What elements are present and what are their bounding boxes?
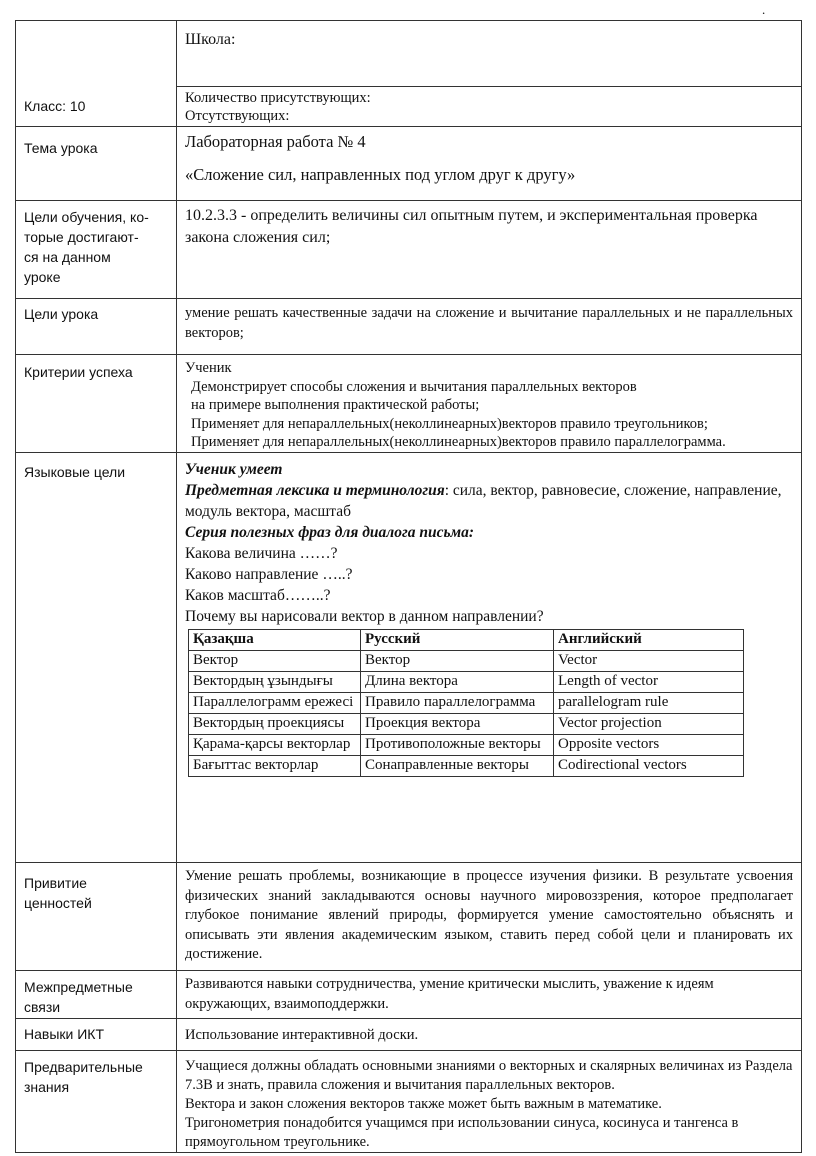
vocab-cell: Вектордың проекциясы [189, 714, 361, 735]
ict-label: Навыки ИКТ [24, 1026, 105, 1042]
page-mark: . [762, 2, 766, 17]
topic-label: Тема урока [24, 140, 98, 156]
class-label: Класс: 10 [24, 98, 86, 114]
vocab-cell: Сонаправленные векторы [361, 756, 554, 777]
phrases-heading: Серия полезных фраз для диалога письма: [185, 524, 475, 541]
topic-row [16, 127, 802, 201]
school-row [177, 21, 801, 87]
vocabulary-row [189, 693, 744, 714]
values-row [16, 863, 802, 971]
prior-knowledge-content [177, 1051, 802, 1153]
vocab-cell: Вектор [189, 651, 361, 672]
ict-row [16, 1019, 802, 1051]
vocabulary-row [189, 756, 744, 777]
terminology-text: : сила, вектор, равновесие, сложение, направление, модуль вектора, масштаб [185, 482, 782, 520]
cross-subject-text: Развиваются навыки сотрудничества, умение критически мыслить, уважение к идеям окружающих, взаимоподдержки. [185, 976, 714, 1012]
topic-line-2: «Сложение сил, направленных под углом друг к другу» [185, 165, 576, 184]
topic-label-cell [16, 127, 177, 201]
criteria-line: Ученик [185, 360, 232, 376]
vocab-cell: Бағыттас векторлар [189, 756, 361, 777]
prior-knowledge-line: Тригонометрия понадобится учащимся при использовании синуса, косинуса и тангенса в прямоугольном треугольнике. [185, 1115, 739, 1150]
topic-content [177, 127, 802, 201]
phrase-line: Каково направление …..? [185, 566, 353, 583]
vocabulary-row [189, 672, 744, 693]
language-goals-label: Языковые цели [24, 464, 126, 480]
prior-knowledge-line: Учащиеся должны обладать основными знаниями о векторных и скалярных величинах из Раздела 7.3В и знать, правила сложения и вычитания параллельных векторов. [185, 1058, 793, 1093]
values-label-line: Привитие [24, 875, 87, 891]
lesson-goals-text: умение решать качественные задачи на сложение и вычитание параллельных и не параллельных векторов; [185, 305, 793, 341]
vocab-cell: Проекция вектора [361, 714, 554, 735]
vocab-cell: Length of vector [554, 672, 744, 693]
vocab-cell: Codirectional vectors [554, 756, 744, 777]
student-can-heading: Ученик умеет [185, 461, 283, 478]
cross-subject-label-cell [16, 971, 177, 1019]
criteria-line: Демонстрирует способы сложения и вычитания параллельных векторов [191, 378, 637, 395]
attendance-block [177, 87, 801, 125]
phrase-line: Каков масштаб……..? [185, 587, 331, 604]
lesson-goals-label-cell [16, 299, 177, 355]
absent-label: Отсутствующих: [185, 108, 290, 124]
language-goals-content [177, 453, 802, 863]
criteria-line: на примере выполнения практической работы; [191, 397, 480, 413]
vocab-cell: Opposite vectors [554, 735, 744, 756]
ict-label-cell [16, 1019, 177, 1051]
vocab-cell: Вектордың ұзындығы [189, 672, 361, 693]
cross-subject-label-line: связи [24, 999, 61, 1015]
cross-subject-label-line: Межпредметные [24, 979, 133, 995]
criteria-label-cell [16, 355, 177, 453]
lesson-goals-label: Цели урока [24, 306, 99, 322]
language-goals-label-cell [16, 453, 177, 863]
present-label: Количество присутствующих: [185, 90, 371, 106]
vocab-header: Английский [554, 630, 744, 651]
learning-goals-row [16, 201, 802, 299]
vocabulary-table [188, 629, 744, 777]
terminology-paragraph [185, 480, 793, 522]
vocab-cell: Противоположные векторы [361, 735, 554, 756]
school-label: Школа: [185, 31, 236, 48]
learning-goals-label-cell [16, 201, 177, 299]
vocab-cell: parallelogram rule [554, 693, 744, 714]
learning-goals-label-line: Цели обучения, ко- [24, 209, 149, 225]
criteria-line: Применяет для непараллельных(неколлинеарных)векторов правило треугольников; [191, 415, 708, 432]
prior-knowledge-label-line: знания [24, 1079, 70, 1095]
lesson-goals-content [177, 299, 802, 355]
lesson-plan [15, 20, 802, 1153]
vocab-cell: Длина вектора [361, 672, 554, 693]
values-text: Умение решать проблемы, возникающие в процессе изучения физики. В результате усвоения физических знаний закладываются основы научного мировоззрения, которое предполагает глубокое понимание явлений природы, формируется умение самостоятельно объяснять и описывать эти явления академическим языком, ставить перед собой цели и планировать их достижение. [185, 868, 793, 962]
learning-goals-label-line: торые достигают- [24, 229, 139, 245]
class-cell [16, 21, 177, 127]
vocab-cell: Vector projection [554, 714, 744, 735]
cross-subject-row [16, 971, 802, 1019]
learning-goals-label-line: уроке [24, 269, 61, 285]
vocab-cell: Правило параллелограмма [361, 693, 554, 714]
vocabulary-header-row [189, 630, 744, 651]
vocab-cell: Параллелограмм ережесі [189, 693, 361, 714]
phrase-line: Какова величина ……? [185, 545, 338, 562]
vocab-cell: Вектор [361, 651, 554, 672]
criteria-label: Критерии успеха [24, 364, 133, 380]
vocabulary-row [189, 651, 744, 672]
values-label-cell [16, 863, 177, 971]
prior-knowledge-row [16, 1051, 802, 1153]
values-label-line: ценностей [24, 895, 92, 911]
learning-goals-content [177, 201, 802, 299]
vocab-cell: Қарама-қарсы векторлар [189, 735, 361, 756]
criteria-line: Применяет для непараллельных(неколлинеарных)векторов правило параллелограмма. [191, 434, 726, 450]
terminology-title: Предметная лексика и терминология [185, 482, 445, 499]
header-row [16, 21, 802, 127]
header-info-cell [177, 21, 802, 127]
topic-line-1: Лабораторная работа № 4 [185, 132, 366, 151]
vocabulary-row [189, 735, 744, 756]
prior-knowledge-label-cell [16, 1051, 177, 1153]
vocab-cell: Vector [554, 651, 744, 672]
values-content [177, 863, 802, 971]
vocabulary-row [189, 714, 744, 735]
lesson-goals-row [16, 299, 802, 355]
criteria-content [177, 355, 802, 453]
criteria-row [16, 355, 802, 453]
cross-subject-content [177, 971, 802, 1019]
phrase-line: Почему вы нарисовали вектор в данном направлении? [185, 608, 544, 625]
vocab-header: Русский [361, 630, 554, 651]
vocab-header: Қазақша [189, 630, 361, 651]
learning-goals-text: 10.2.3.3 - определить величины сил опытным путем, и экспериментальная проверка закона сложения сил; [185, 207, 758, 246]
lesson-plan-table [15, 20, 802, 1153]
ict-content [177, 1019, 802, 1051]
language-goals-row [16, 453, 802, 863]
prior-knowledge-line: Вектора и закон сложения векторов также может быть важным в математике. [185, 1096, 662, 1112]
learning-goals-label-line: ся на данном [24, 249, 111, 265]
prior-knowledge-label-line: Предварительные [24, 1059, 143, 1075]
ict-text: Использование интерактивной доски. [185, 1027, 419, 1043]
